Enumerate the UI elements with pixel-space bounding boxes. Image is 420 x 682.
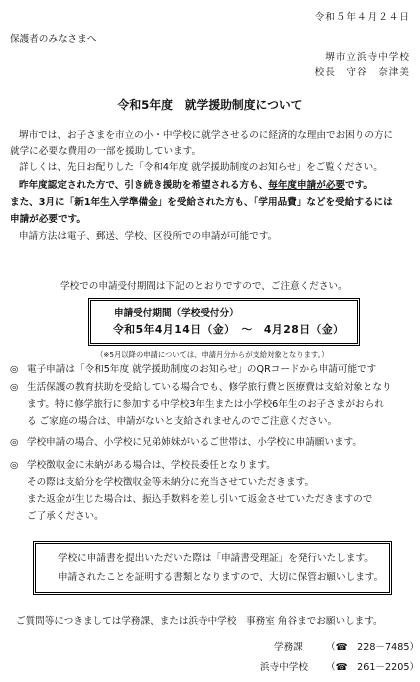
- bullet-mark: ◎: [10, 382, 19, 393]
- page-title: 令和5年度 就学援助制度について: [117, 98, 303, 112]
- receipt-line-2: 申請されたことを証明する書類となりますので、大切に保管お願いします。: [58, 572, 384, 583]
- period-note: （※5月以降の申請については、申請月分からが支給対象となります。）: [96, 350, 329, 359]
- intro-line-4: 昨年度認定された方で、引き続き援助を希望される方も、毎年度申請が必要です。: [19, 180, 374, 191]
- period-lead: 学校での申請受付期間は下記のとおりですので、ご注意ください。: [60, 281, 348, 292]
- intro-line-2: 就学に必要な費用の一部を援助しています。: [10, 146, 202, 157]
- intro-line-6: 申請が必要です。: [10, 214, 86, 225]
- bullet-mark: ◎: [10, 437, 19, 448]
- intro-line-7: 申請方法は電子、郵送、学校、区役所での申請が可能です。: [19, 231, 278, 242]
- sender-school: 堺市立浜寺中学校: [325, 52, 410, 63]
- document-date: 令和５年４月２４日: [314, 12, 410, 23]
- contact-name-2: 浜寺中学校: [260, 662, 308, 673]
- application-period-box: [88, 298, 360, 346]
- period-heading: 申請受付期間（学校受付分）: [114, 308, 239, 319]
- receipt-line-1: 学校に申請書を提出いただいた際は「申請書受理証」を発行いたします。: [58, 553, 374, 564]
- receipt-notice-box: [33, 541, 392, 595]
- bullet-mark: ◎: [10, 364, 19, 375]
- contact-name-1: 学務課: [274, 642, 303, 653]
- recipient: 保護者のみなさまへ: [10, 34, 97, 45]
- contact-phone-2: （☎ 261－2205）: [326, 662, 420, 673]
- intro-line-5: また、3月に「新1年生入学準備金」を受給された方も、「学用品費」などを受給するには: [10, 197, 393, 208]
- annual-application-emphasis: 毎年度申請が必要: [268, 180, 345, 191]
- contact-phone-1: （☎ 228－7485）: [326, 642, 420, 653]
- sender-principal: 校長 守谷 奈津美: [314, 67, 410, 78]
- inquiry-text: ご質問等につきましては学務課、または浜寺中学校 事務室 角谷までお願いします。: [16, 616, 383, 627]
- intro-line-3: 詳しくは、先日お配りした「令和4年度 就学援助制度のお知らせ」をご覧ください。: [19, 162, 383, 173]
- period-dates: 令和5年4月14日（金） ～ 4月28日（金）: [113, 323, 345, 336]
- intro-line-1: 堺市では、お子さまを市立の小・中学校に就学させるのに経済的な理由でお困りの方に: [19, 130, 394, 141]
- bullet-mark: ◎: [10, 460, 19, 471]
